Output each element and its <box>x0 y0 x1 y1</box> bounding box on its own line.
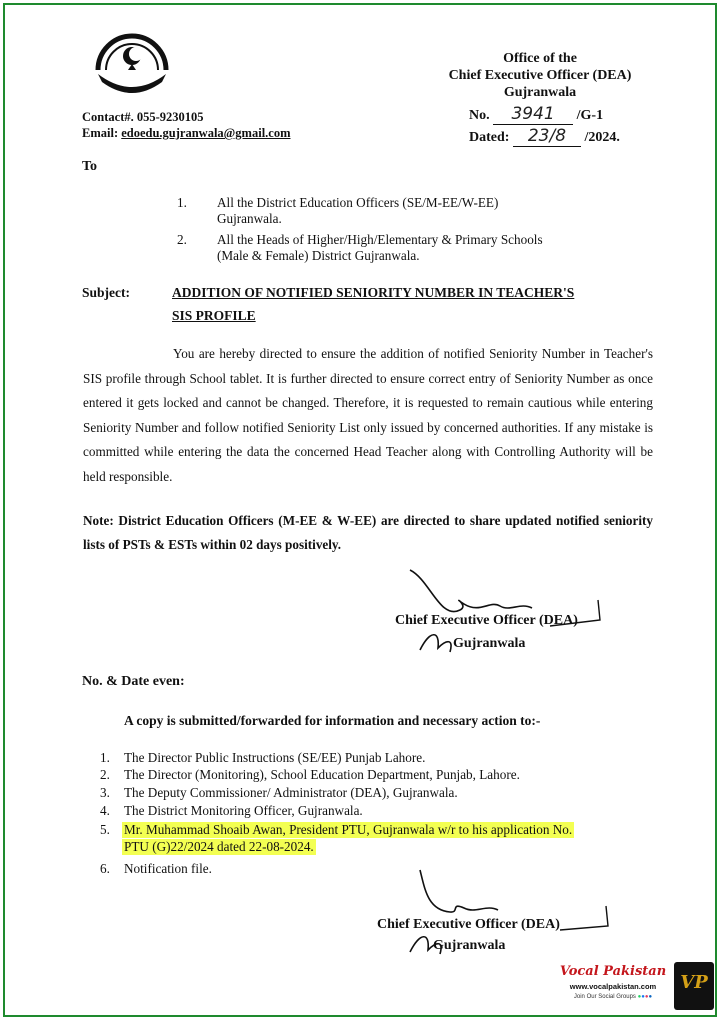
signature-title: Chief Executive Officer (DEA) <box>377 917 560 932</box>
copy-number: 3. <box>100 785 110 800</box>
copy-item: The Director Public Instructions (SE/EE) Punjab Lahore. <box>124 750 426 765</box>
office-line: Office of the <box>503 51 577 66</box>
letter-number <box>469 104 603 125</box>
no-date-even: No. & Date even: <box>82 674 185 689</box>
office-header <box>440 50 640 101</box>
copy-number: 4. <box>100 803 110 818</box>
recipient-line: (Male & Female) District Gujranwala. <box>217 248 420 263</box>
signature-place: Gujranwala <box>453 636 526 651</box>
copy-number: 5. <box>100 822 110 837</box>
copy-number: 6. <box>100 861 110 876</box>
signature-place: Gujranwala <box>433 938 506 953</box>
dated-suffix: /2024. <box>584 130 620 145</box>
copy-item: The Deputy Commissioner/ Administrator (DEA), Gujranwala. <box>124 785 458 800</box>
to-label: To <box>82 159 98 174</box>
copy-item: Notification file. <box>124 861 212 876</box>
recipient-number: 2. <box>177 232 187 247</box>
punjab-government-logo <box>92 30 172 98</box>
vocal-pakistan-logo: VP <box>674 962 714 1010</box>
contact-number: Contact#. 055-9230105 <box>82 110 204 124</box>
no-suffix: /G-1 <box>576 108 604 123</box>
body-paragraph <box>83 342 653 489</box>
dated-label: Dated: <box>469 130 510 145</box>
copy-item-highlighted: Mr. Muhammad Shoaib Awan, President PTU, Gujranwala w/r to his application No. <box>124 822 573 837</box>
recipient-number: 1. <box>177 195 187 210</box>
watermark-tagline: Join Our Social Groups ●●●● <box>573 994 653 1000</box>
letter-date <box>469 126 620 147</box>
body-text: You are hereby directed to ensure the addition of notified Seniority Number in Teacher's SIS profile through School tablet. It is further directed to ensure correct entry of Seniority Number as once entered it gets locked and cannot be changed. Therefore, it is requested to remain cautious while entering Seniority Number and follow notified Seniority List only issued by concerned authorities. If any mistake is committed while entering the data the concerned Head Teacher along with Controlling Authority will be held responsible. <box>83 346 653 484</box>
recipient-line: All the District Education Officers (SE/M-EE/W-EE) <box>217 195 499 210</box>
signature-title: Chief Executive Officer (DEA) <box>395 613 578 628</box>
watermark-brand: Vocal Pakistan <box>559 964 667 979</box>
copy-number: 1. <box>100 750 110 765</box>
no-value: 3941 <box>511 104 555 124</box>
instagram-icon: ● <box>644 994 649 1000</box>
whatsapp-icon: ● <box>637 994 642 1000</box>
vocal-pakistan-watermark <box>556 962 714 1014</box>
subject-label: Subject: <box>82 285 130 300</box>
copy-intro: A copy is submitted/forwarded for information and necessary action to:- <box>124 713 541 728</box>
copy-number: 2. <box>100 767 110 782</box>
recipient-line: Gujranwala. <box>217 211 282 226</box>
no-label: No. <box>469 108 490 123</box>
subject-line: SIS PROFILE <box>172 308 256 323</box>
email-line <box>82 126 291 141</box>
email-value[interactable]: edoedu.gujranwala@gmail.com <box>121 126 291 140</box>
copy-item: The District Monitoring Officer, Gujranwala. <box>124 803 363 818</box>
subject-line: ADDITION OF NOTIFIED SENIORITY NUMBER IN TEACHER'S <box>172 285 575 300</box>
copy-item-highlighted: PTU (G)22/2024 dated 22-08-2024. <box>124 839 314 854</box>
copy-item: The Director (Monitoring), School Education Department, Punjab, Lahore. <box>124 767 520 782</box>
linkedin-icon: ● <box>648 994 653 1000</box>
dated-value: 23/8 <box>527 126 567 146</box>
recipient-line: All the Heads of Higher/High/Elementary & Primary Schools <box>217 232 543 247</box>
note-paragraph <box>83 509 653 557</box>
note-text: Note: District Education Officers (M-EE & W-EE) are directed to share updated notified seniority lists of PSTs & ESTs within 02 days positively. <box>83 513 653 552</box>
watermark-url[interactable]: www.vocalpakistan.com <box>569 982 657 991</box>
office-line: Gujranwala <box>503 85 577 100</box>
email-label: Email: <box>82 126 119 140</box>
facebook-icon: ● <box>641 994 645 1000</box>
office-line: Chief Executive Officer (DEA) <box>448 68 632 83</box>
